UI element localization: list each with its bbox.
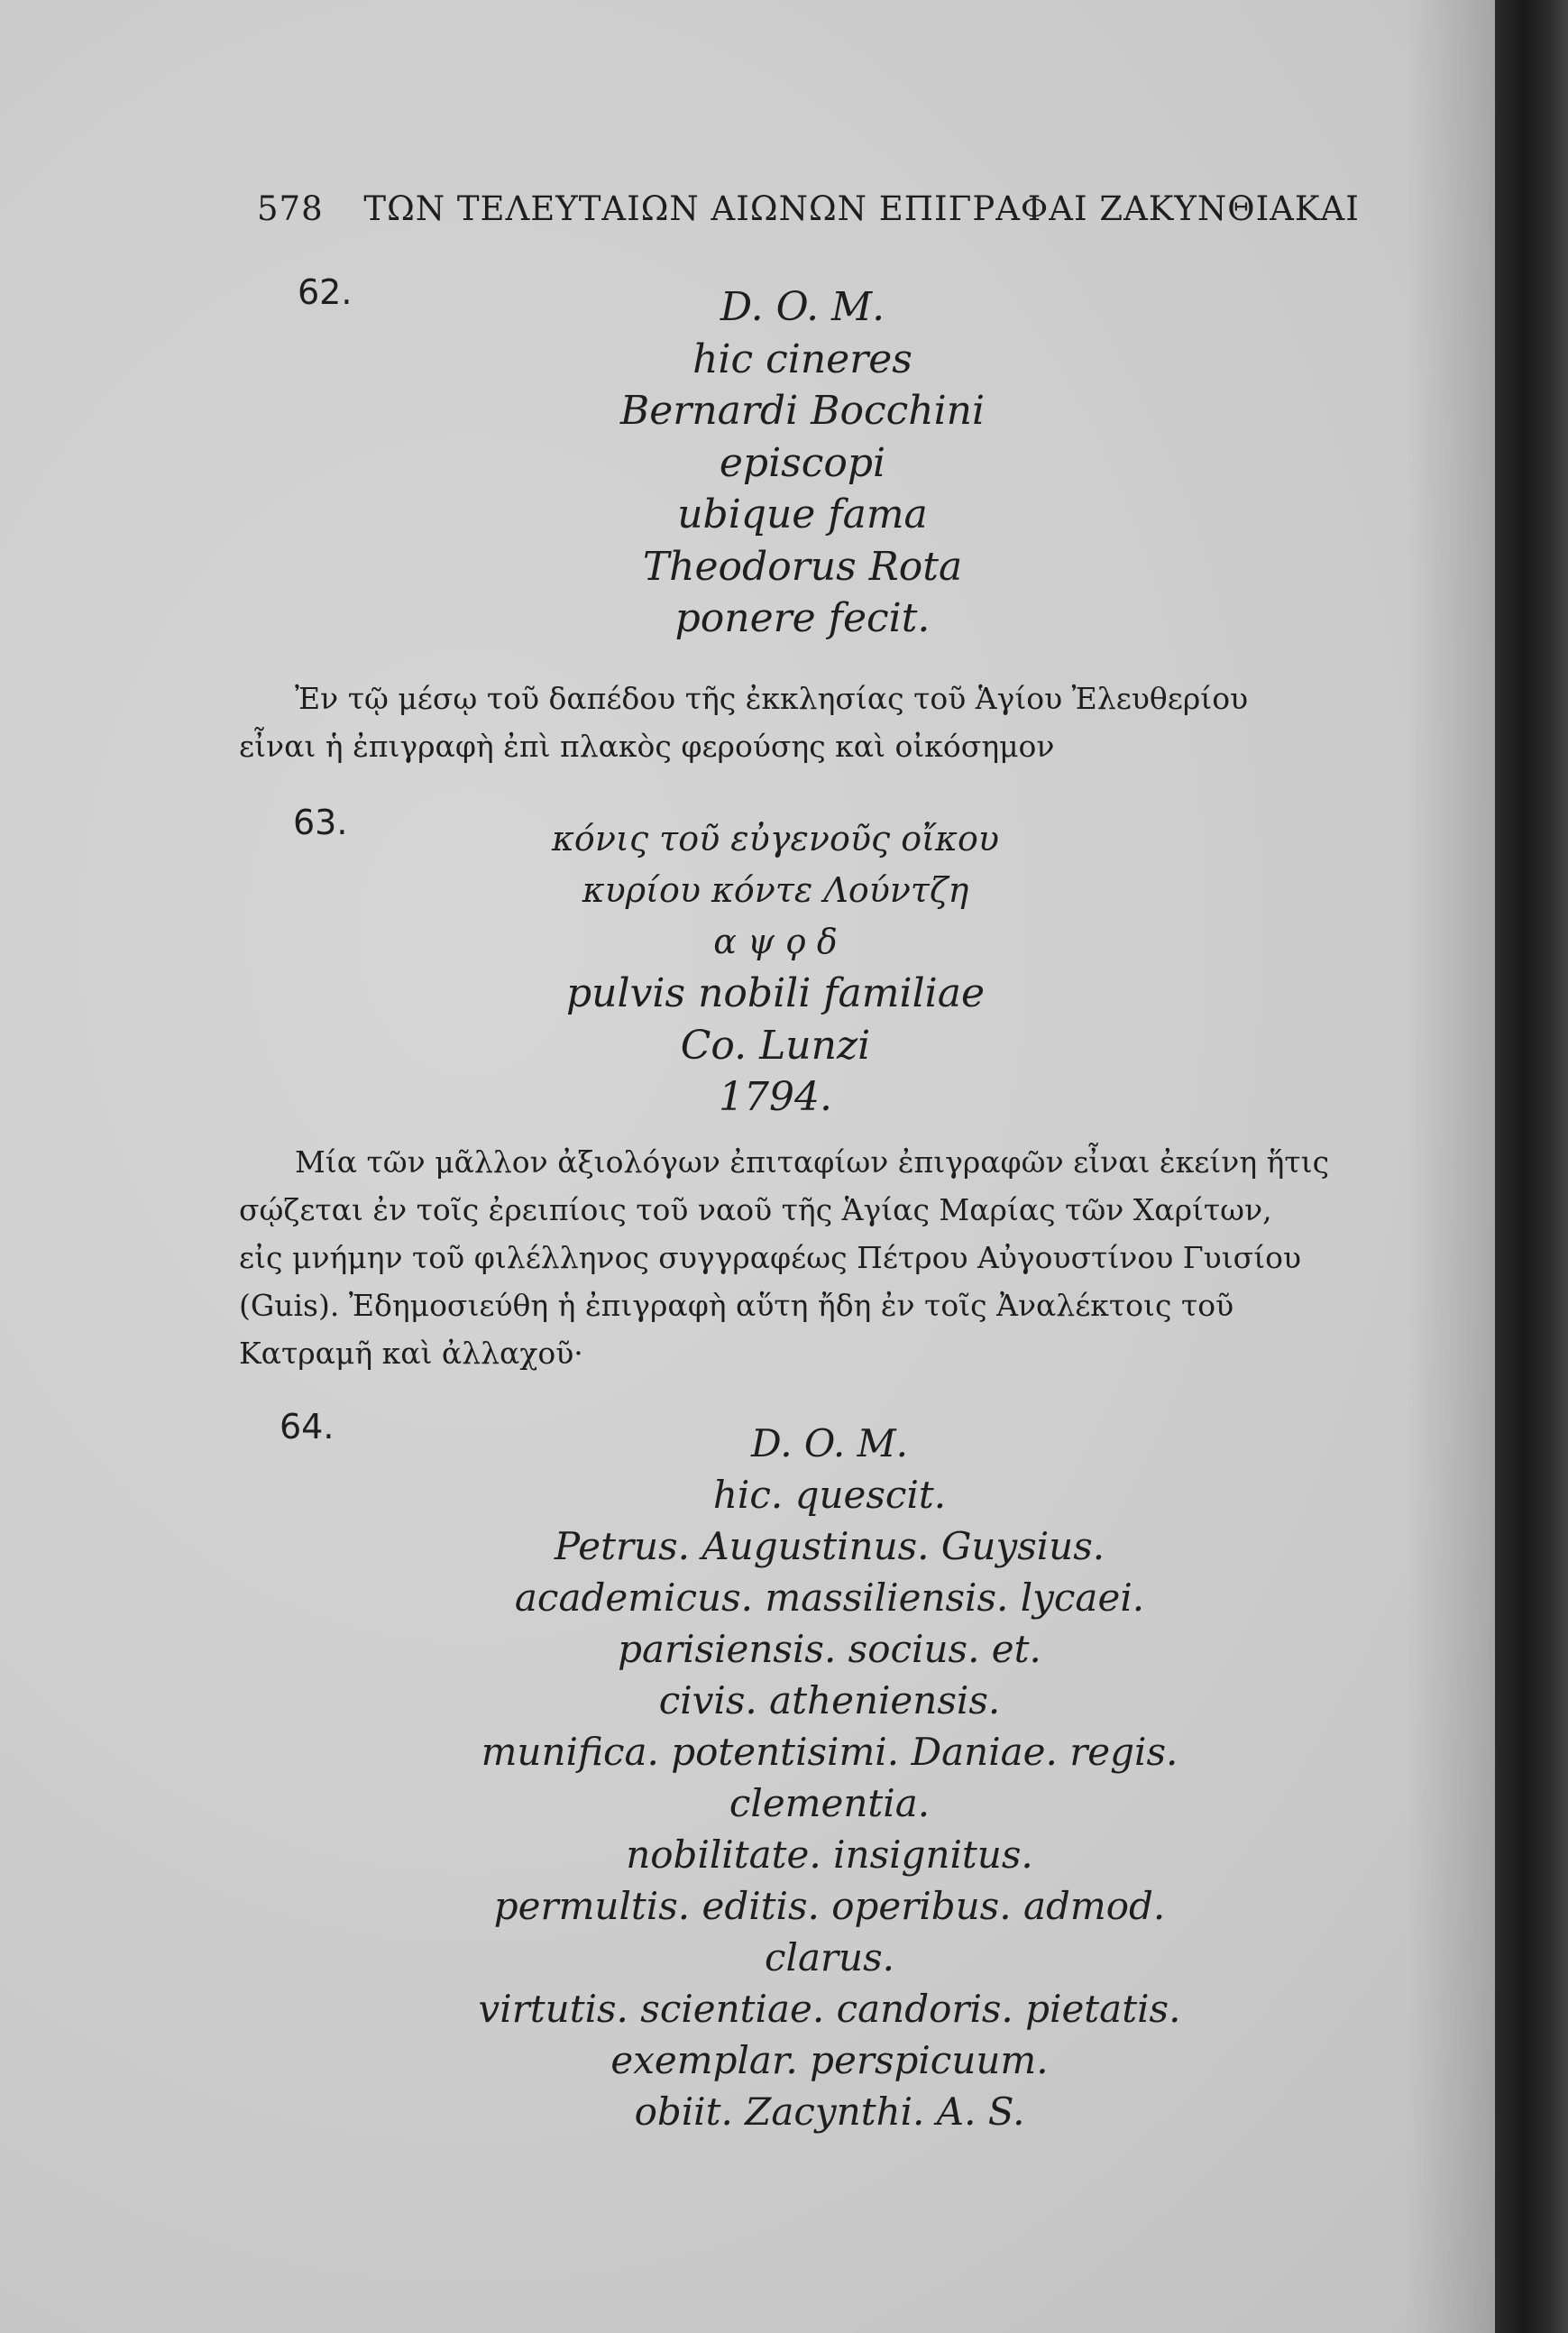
inscription-line: κόνις τοῦ εὐγενοῦς οἴκου [552, 819, 999, 859]
inscription-line: κυρίου κόντε Λούντζη [582, 870, 969, 910]
inscription-line: permultis. editis. operibus. admod. [493, 1884, 1166, 1928]
note-line: Ἐν τῷ μέσῳ τοῦ δαπέδου τῆς ἐκκλησίας τοῦ Ἁγίου Ἐλευθερίου [295, 681, 1249, 716]
entry-number-62: 62. [298, 272, 353, 312]
inscription-line: D. O. M. [751, 1421, 908, 1465]
inscription-line: ponere fecit. [674, 595, 931, 641]
running-title: ΤΩΝ ΤΕΛΕΥΤΑΙΩΝ ΑΙΩΝΩΝ ΕΠΙΓΡΑΦΑΙ ΖΑΚΥΝΘΙΑΚΑΙ [363, 189, 1360, 228]
inscription-line: munifica. potentisimi. Daniae. regis. [481, 1730, 1178, 1774]
inscription-line: pulvis nobili familiae [566, 970, 985, 1016]
inscription-line: clarus. [764, 1935, 895, 1979]
inscription-63-latin [424, 968, 1127, 1124]
page-number: 578 [257, 189, 324, 228]
inscription-line: obiit. Zacynthi. A. S. [634, 2090, 1025, 2134]
running-head [257, 189, 1360, 228]
note-line: σῴζεται ἐν τοῖς ἐρειπίοις τοῦ ναοῦ τῆς Ἁγίας Μαρίας τῶν Χαρίτων, [239, 1192, 1272, 1227]
gutter-shadow [1407, 0, 1506, 2333]
inscription-line: Co. Lunzi [680, 1022, 871, 1069]
inscription-line: Petrus. Augustinus. Guysius. [554, 1524, 1105, 1568]
inscription-line: ubique fama [677, 491, 928, 537]
inscription-64 [379, 1418, 1280, 2137]
note-line: Κατραμῆ καὶ ἀλλαχοῦ· [239, 1336, 583, 1371]
book-binding-edge [1495, 0, 1568, 2333]
inscription-line: civis. atheniensis. [658, 1678, 1001, 1722]
inscription-line: Bernardi Bocchini [619, 388, 986, 434]
inscription-line: Theodorus Rota [642, 543, 963, 590]
note-62 [239, 675, 1384, 770]
inscription-line: D. O. M. [720, 284, 885, 330]
inscription-line: episcopi [719, 439, 886, 486]
inscription-line: α ψ ϙ δ [713, 922, 838, 961]
note-line: εἶναι ἡ ἐπιγραφὴ ἐπὶ πλακὸς φερούσης καὶ οἰκόσημον [239, 729, 1055, 764]
note-line: Μία τῶν μᾶλλον ἀξιολόγων ἐπιταφίων ἐπιγραφῶν εἶναι ἐκείνη ἥτις [295, 1144, 1330, 1180]
inscription-63-greek [424, 813, 1127, 968]
inscription-line: nobilitate. insignitus. [626, 1832, 1033, 1877]
inscription-line: 1794. [719, 1074, 832, 1120]
inscription-line: clementia. [729, 1781, 931, 1825]
inscription-line: academicus. massiliensis. lycaei. [514, 1575, 1145, 1620]
inscription-line: hic. quescit. [712, 1473, 947, 1517]
inscription-line: virtutis. scientiae. candoris. pietatis. [478, 1987, 1181, 2031]
note-line: εἰς μνήμην τοῦ φιλέλληνος συγγραφέως Πέτρου Αὐγουστίνου Γυισίου [239, 1240, 1302, 1275]
note-63 [239, 1138, 1384, 1377]
inscription-line: parisiensis. socius. et. [618, 1627, 1041, 1671]
inscription-line: hic cineres [692, 335, 912, 382]
inscription-line: exemplar. perspicuum. [610, 2038, 1049, 2082]
entry-number-63: 63. [293, 803, 348, 842]
inscription-62 [451, 281, 1154, 645]
entry-number-64: 64. [280, 1407, 335, 1447]
note-line: (Guis). Ἐδημοσιεύθη ἡ ἐπιγραφὴ αὕτη ἤδη ἐν τοῖς Ἀναλέκτοις τοῦ [239, 1288, 1234, 1323]
